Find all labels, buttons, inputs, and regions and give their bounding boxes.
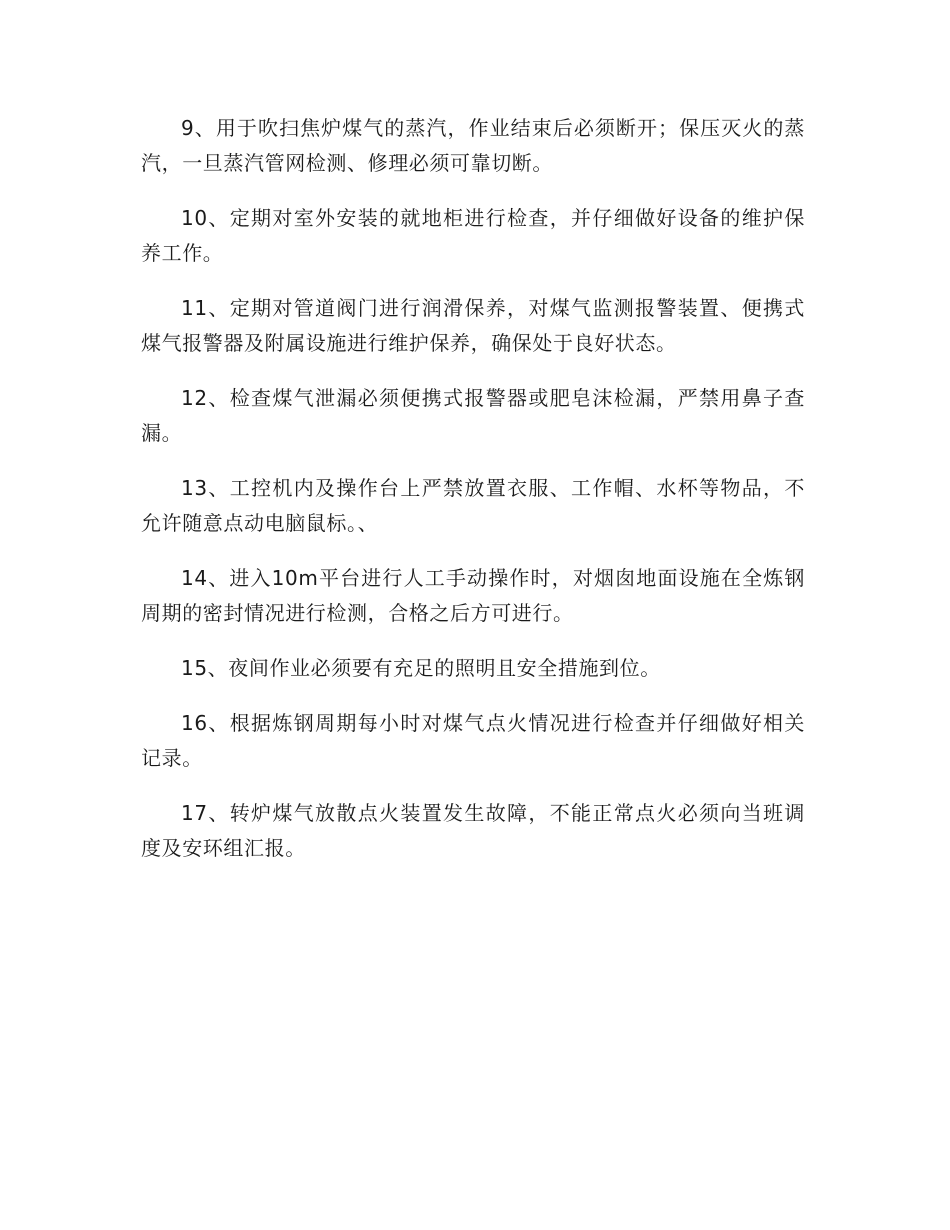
paragraph-item-13: 13、工控机内及操作台上严禁放置衣服、工作帽、水杯等物品，不允许随意点动电脑鼠标。、	[141, 476, 805, 535]
paragraph-item-17: 17、转炉煤气放散点火装置发生故障，不能正常点火必须向当班调度及安环组汇报。	[141, 801, 805, 860]
paragraph-item-15: 15、夜间作业必须要有充足的照明且安全措施到位。	[181, 656, 661, 680]
paragraph-item-9: 9、用于吹扫焦炉煤气的蒸汽，作业结束后必须断开；保压灭火的蒸汽，一旦蒸汽管网检测、修理必须可靠切断。	[141, 116, 805, 175]
paragraph-item-10: 10、定期对室外安装的就地柜进行检查，并仔细做好设备的维护保养工作。	[141, 206, 805, 265]
paragraph-item-16: 16、根据炼钢周期每小时对煤气点火情况进行检查并仔细做好相关记录。	[141, 711, 805, 770]
paragraph-item-14: 14、进入10m平台进行人工手动操作时，对烟囱地面设施在全炼钢周期的密封情况进行检测，合格之后方可进行。	[141, 566, 805, 625]
paragraph-item-12: 12、检查煤气泄漏必须便携式报警器或肥皂沫检漏，严禁用鼻子查漏。	[141, 386, 805, 445]
paragraph-item-11: 11、定期对管道阀门进行润滑保养，对煤气监测报警装置、便携式煤气报警器及附属设施进行维护保养，确保处于良好状态。	[141, 296, 805, 355]
document-body	[141, 111, 805, 886]
